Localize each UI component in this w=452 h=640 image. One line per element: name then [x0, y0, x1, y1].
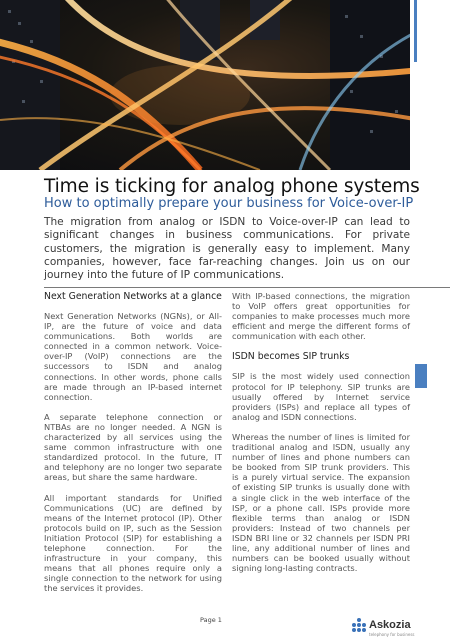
right-paragraph-2: Whereas the number of lines is limited for traditional analog and ISDN, usually any number of lines and phone numbers can be booked from SIP trunk providers. This is a purely virtual service. The expansion of existing SIP trunks is usually done with a single click in the web interface of the ISP, or a phone call. ISPs provide more flexible terms than analog or ISDN providers: Instead of two channels per ISDN BRI line or 32 channels per ISDN PRI line, any additional number of lines and numbers can be booked usually without signing long-lasting contracts. [232, 431, 410, 574]
left-paragraph-3: All important standards for Unified Communications (UC) are defined by means of the Internet protocol (IP). Other protocols build on IP, such as the Session Initiation Protocol (SIP) for establishing a telephone connection. For the infrastructure in your company, this means that all phones require only a single connection to the network for using the services it provides. [44, 492, 222, 594]
left-paragraph-1: Next Generation Networks (NGNs), or All-IP, are the future of voice and data communications. Both worlds are connected in a common network. Voice-over-IP (VoIP) connections are the successors to ISDN and analog connections. In other words, phone calls are made through an IP-based internet connection. [44, 311, 222, 402]
highway-interchange-illustration [0, 0, 410, 170]
askozia-logo [352, 613, 415, 637]
accent-bar-top [414, 0, 417, 62]
right-paragraph-1: SIP is the most widely used connection protocol for IP telephony. SIP trunks are usually offered by Internet service providers (ISPs) and replace all types of analog and ISDN connections. [232, 371, 410, 422]
right-column [232, 291, 410, 583]
document-subtitle: How to optimally prepare your business for Voice-over-IP [44, 196, 414, 211]
logo-tagline: telephony for business [369, 632, 415, 637]
section-divider [44, 287, 450, 288]
logo-name: Askozia [369, 619, 411, 631]
intro-paragraph: The migration from analog or ISDN to Voice-over-IP can lead to significant changes in business communications. For private customers, the migration is generally easy to implement. Many companies, however, face far-reaching changes. Join us on our journey into the future of IP communications. [44, 216, 410, 282]
logo-dots-icon [352, 618, 366, 632]
hero-image [0, 0, 410, 170]
left-column-heading: Next Generation Networks at a glance [44, 291, 222, 302]
left-column [44, 291, 222, 603]
left-paragraph-2: A separate telephone connection or NTBAs are no longer needed. A NGN is characterized by all services using the same common infrastructure with one standardized protocol. In the future, IT and telephony are no longer two separate areas, but share the same hardware. [44, 411, 222, 483]
right-column-heading: ISDN becomes SIP trunks [232, 351, 350, 363]
accent-bar-side [415, 364, 427, 388]
page-number: Page 1 [200, 616, 222, 624]
document-title: Time is ticking for analog phone systems [44, 176, 420, 197]
right-lead-paragraph: With IP-based connections, the migration to VoIP offers great opportunities for companies to make processes much more efficient and merge the different forms of communication with each other. [232, 291, 410, 342]
